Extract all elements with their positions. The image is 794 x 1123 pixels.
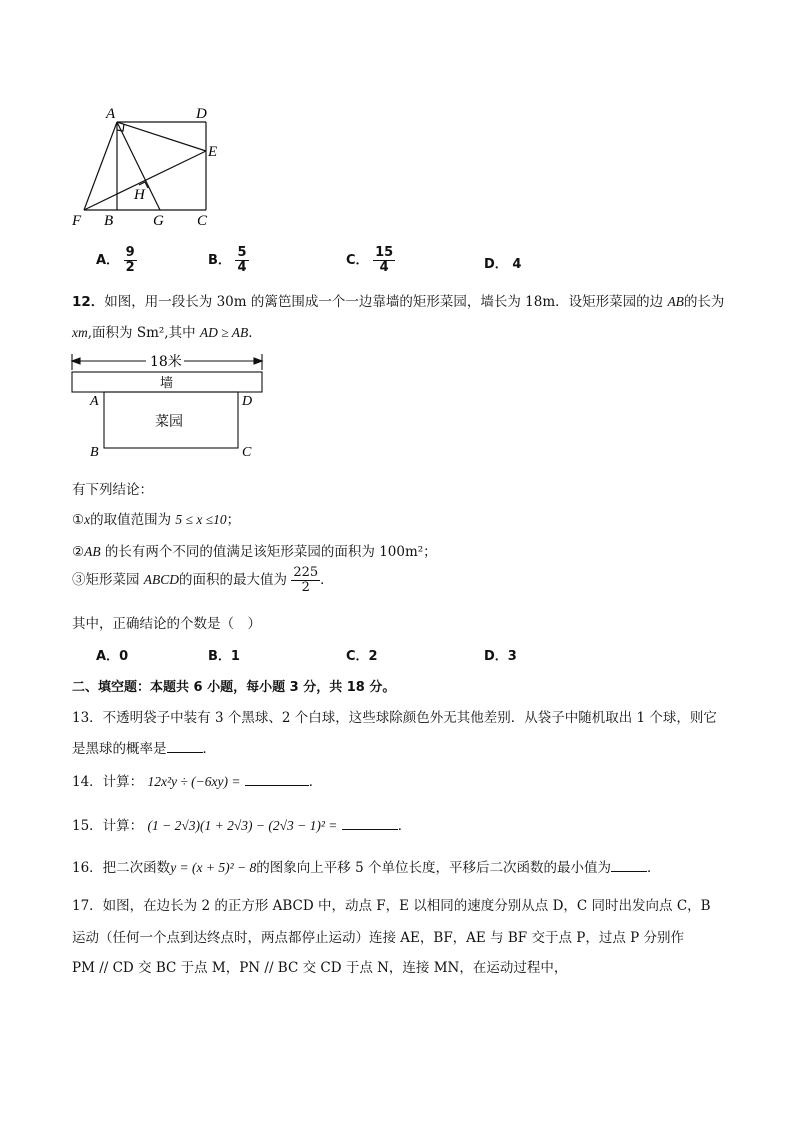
q12-conclusion-2: ②AB 的长有两个不同的值满足该矩形菜园的面积为 100m²； <box>72 544 437 560</box>
q13-line-2: 是黑球的概率是 ． <box>72 737 216 757</box>
fig12-width-label: 18米 <box>150 354 182 370</box>
q14-answer-blank[interactable] <box>245 771 309 786</box>
q16-answer-blank[interactable] <box>611 857 647 872</box>
q11-geometry-figure <box>60 100 230 232</box>
fig12-label-C: C <box>242 445 252 460</box>
fig11-label-A: A <box>106 106 116 122</box>
q13-answer-blank[interactable] <box>167 738 203 753</box>
fig11-label-E: E <box>208 144 218 160</box>
q12-garden-figure <box>66 350 276 462</box>
q16: 16．把二次函数y = (x + 5)² − 8的图象向上平移 5 个单位长度，平移后二次函数的最小值为 ． <box>72 856 660 876</box>
fig11-label-H: H <box>134 187 145 203</box>
section-2-heading: 二、填空题：本题共 6 小题，每小题 3 分，共 18 分。 <box>72 680 396 695</box>
q11-option-a[interactable]: A． $\frac{9}{2}$ <box>96 245 135 275</box>
q11-option-d[interactable]: D． 4 <box>484 257 522 272</box>
fig11-label-F: F <box>72 213 82 229</box>
q12-conclusion-1: ①x的取值范围为 5 ≤ x ≤10； <box>72 512 241 528</box>
q17-line-2: 运动（任何一个点到达终点时，两点都停止运动）连接 AE，BF，AE 与 BF 交于点 P，过点 P 分别作 <box>72 930 684 946</box>
q15: 15．计算： (1 − 2√3)(1 + 2√3) − (2√3 − 1)² = ． <box>72 814 411 834</box>
q11-option-c[interactable]: C． $\frac{15}{4}$ <box>346 245 394 275</box>
q17-line-3: PM // CD 交 BC 于点 M，PN // BC 交 CD 于点 N，连接 MN，在运动过程中， <box>72 960 568 976</box>
q14: 14．计算： 12x²y ÷ (−6xy) = ． <box>72 770 322 790</box>
q13-line-1: 13．不透明袋子中装有 3 个黑球、2 个白球，这些球除颜色外无其他差别．从袋子中随机取出 1 个球，则它 <box>72 710 717 726</box>
q17-line-1: 17．如图，在边长为 2 的正方形 ABCD 中，动点 F，E 以相同的速度分别从点 D，C 同时出发向点 C，B <box>72 898 711 914</box>
q12-conclusion-3: ③矩形菜园 ABCD的面积的最大值为 $\frac{225}{2}$ ． <box>72 565 334 595</box>
q12-option-b[interactable]: B．1 <box>208 649 240 664</box>
q12-conclusions-intro: 有下列结论： <box>72 482 153 498</box>
fig11-label-G: G <box>153 213 164 229</box>
q12-line-1: 12．如图，用一段长为 30m 的篱笆围成一个一边靠墙的矩形菜园，墙长为 18m．设矩形菜园的边 AB的长为 <box>72 294 725 310</box>
fig12-label-A: A <box>90 394 99 409</box>
fig11-label-D: D <box>196 106 207 122</box>
fig12-garden-label: 菜园 <box>155 414 183 430</box>
fig12-label-D: D <box>242 394 253 409</box>
q12-question: 其中，正确结论的个数是（ ） <box>72 616 261 632</box>
fig12-label-B: B <box>90 445 99 460</box>
fig11-label-B: B <box>104 213 114 229</box>
fig11-label-C: C <box>197 213 208 229</box>
q11-option-b[interactable]: B． $\frac{5}{4}$ <box>208 245 247 275</box>
q15-answer-blank[interactable] <box>342 815 398 830</box>
q12-option-a[interactable]: A．0 <box>96 649 129 664</box>
fig12-wall-label: 墙 <box>160 376 174 391</box>
q12-option-d[interactable]: D．3 <box>484 649 517 664</box>
q12-option-c[interactable]: C．2 <box>346 649 378 664</box>
q12-line-2: xm,面积为 Sm²,其中 AD ≥ AB． <box>72 325 262 341</box>
